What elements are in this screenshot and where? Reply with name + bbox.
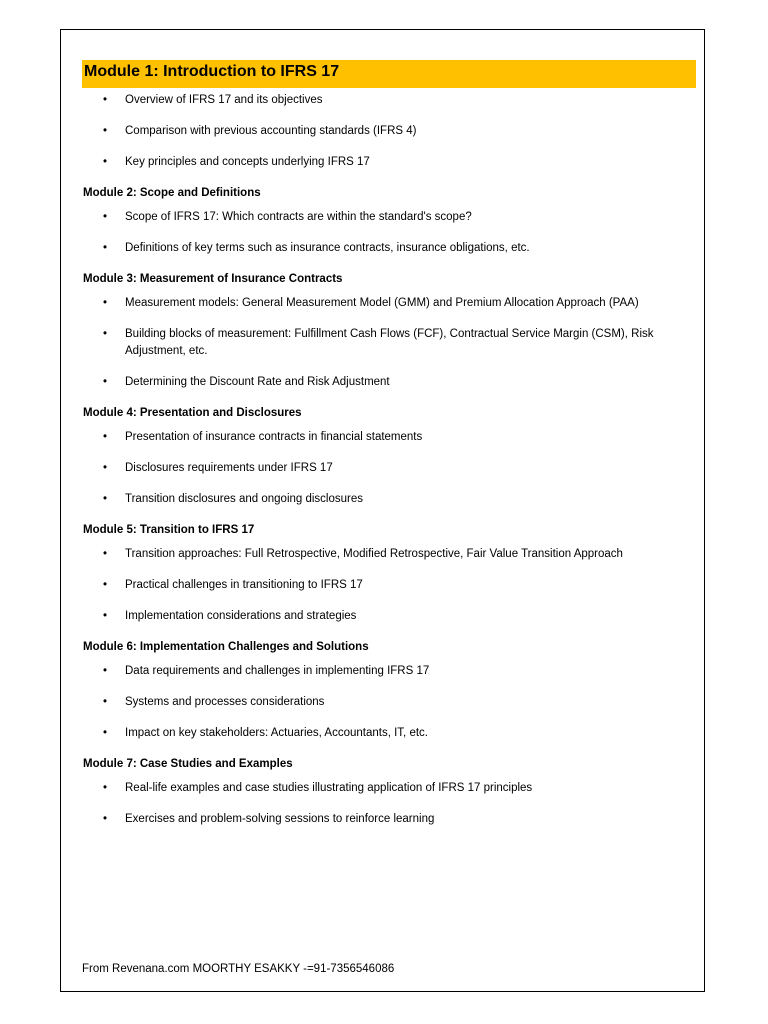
list-item-text: Transition approaches: Full Retrospective, Modified Retrospective, Fair Value Transition Approach — [125, 548, 623, 560]
bullet: • — [103, 727, 108, 739]
bullet: • — [103, 579, 108, 591]
bullet: • — [103, 665, 108, 677]
list-item — [82, 608, 696, 625]
module-6-list — [82, 663, 696, 742]
module-3-heading: Module 3: Measurement of Insurance Contracts — [83, 273, 343, 285]
list-item-text: Data requirements and challenges in implementing IFRS 17 — [125, 665, 430, 677]
list-item-text: Exercises and problem-solving sessions to reinforce learning — [125, 813, 435, 825]
list-item — [82, 694, 696, 711]
module-7-heading: Module 7: Case Studies and Examples — [83, 758, 293, 770]
list-item-text: Presentation of insurance contracts in financial statements — [125, 431, 423, 443]
list-item-text: Real-life examples and case studies illustrating application of IFRS 17 principles — [125, 782, 533, 794]
bullet: • — [103, 493, 108, 505]
list-item — [82, 154, 696, 171]
document-content — [82, 60, 696, 842]
bullet: • — [103, 431, 108, 443]
list-item-text: Overview of IFRS 17 and its objectives — [125, 94, 323, 106]
module-4-heading: Module 4: Presentation and Disclosures — [83, 407, 302, 419]
module-2-list — [82, 209, 696, 257]
module-2-heading: Module 2: Scope and Definitions — [83, 187, 261, 199]
list-item — [82, 374, 696, 391]
list-item — [82, 295, 696, 312]
bullet: • — [103, 125, 108, 137]
list-item-text: Systems and processes considerations — [125, 696, 325, 708]
list-item — [82, 92, 696, 109]
list-item-text: Measurement models: General Measurement Model (GMM) and Premium Allocation Approach (PAA) — [125, 297, 639, 309]
module-1-title: Module 1: Introduction to IFRS 17 — [82, 60, 696, 88]
list-item — [82, 491, 696, 508]
list-item-text: Building blocks of measurement: Fulfillment Cash Flows (FCF), Contractual Service Margin (CSM), Risk Adjustment, etc. — [125, 328, 654, 357]
list-item-text: Impact on key stakeholders: Actuaries, Accountants, IT, etc. — [125, 727, 428, 739]
document-page — [60, 29, 705, 992]
bullet: • — [103, 462, 108, 474]
list-item — [82, 546, 696, 563]
list-item — [82, 811, 696, 828]
list-item — [82, 780, 696, 797]
bullet: • — [103, 376, 108, 388]
bullet: • — [103, 94, 108, 106]
module-6-heading: Module 6: Implementation Challenges and Solutions — [83, 641, 369, 653]
page-footer: From Revenana.com MOORTHY ESAKKY -=91-7356546086 — [82, 963, 395, 975]
list-item — [82, 429, 696, 446]
list-item-text: Transition disclosures and ongoing disclosures — [125, 493, 364, 505]
module-1-list — [82, 92, 696, 171]
list-item-text: Implementation considerations and strategies — [125, 610, 357, 622]
list-item — [82, 460, 696, 477]
bullet: • — [103, 156, 108, 168]
module-7-list — [82, 780, 696, 828]
module-5-list — [82, 546, 696, 625]
list-item — [82, 123, 696, 140]
list-item-text: Disclosures requirements under IFRS 17 — [125, 462, 333, 474]
list-item — [82, 240, 696, 257]
bullet: • — [103, 548, 108, 560]
module-4-list — [82, 429, 696, 508]
list-item — [82, 326, 696, 360]
bullet: • — [103, 242, 108, 254]
module-5-heading: Module 5: Transition to IFRS 17 — [83, 524, 255, 536]
bullet: • — [103, 696, 108, 708]
bullet: • — [103, 610, 108, 622]
bullet: • — [103, 782, 108, 794]
list-item-text: Scope of IFRS 17: Which contracts are within the standard's scope? — [125, 211, 472, 223]
list-item — [82, 663, 696, 680]
bullet: • — [103, 297, 108, 309]
list-item-text: Key principles and concepts underlying IFRS 17 — [125, 156, 370, 168]
bullet: • — [103, 211, 108, 223]
list-item — [82, 577, 696, 594]
list-item-text: Comparison with previous accounting standards (IFRS 4) — [125, 125, 417, 137]
bullet: • — [103, 813, 108, 825]
module-3-list — [82, 295, 696, 391]
bullet: • — [103, 328, 108, 340]
list-item-text: Determining the Discount Rate and Risk Adjustment — [125, 376, 390, 388]
list-item — [82, 209, 696, 226]
list-item-text: Practical challenges in transitioning to IFRS 17 — [125, 579, 363, 591]
list-item — [82, 725, 696, 742]
list-item-text: Definitions of key terms such as insurance contracts, insurance obligations, etc. — [125, 242, 530, 254]
